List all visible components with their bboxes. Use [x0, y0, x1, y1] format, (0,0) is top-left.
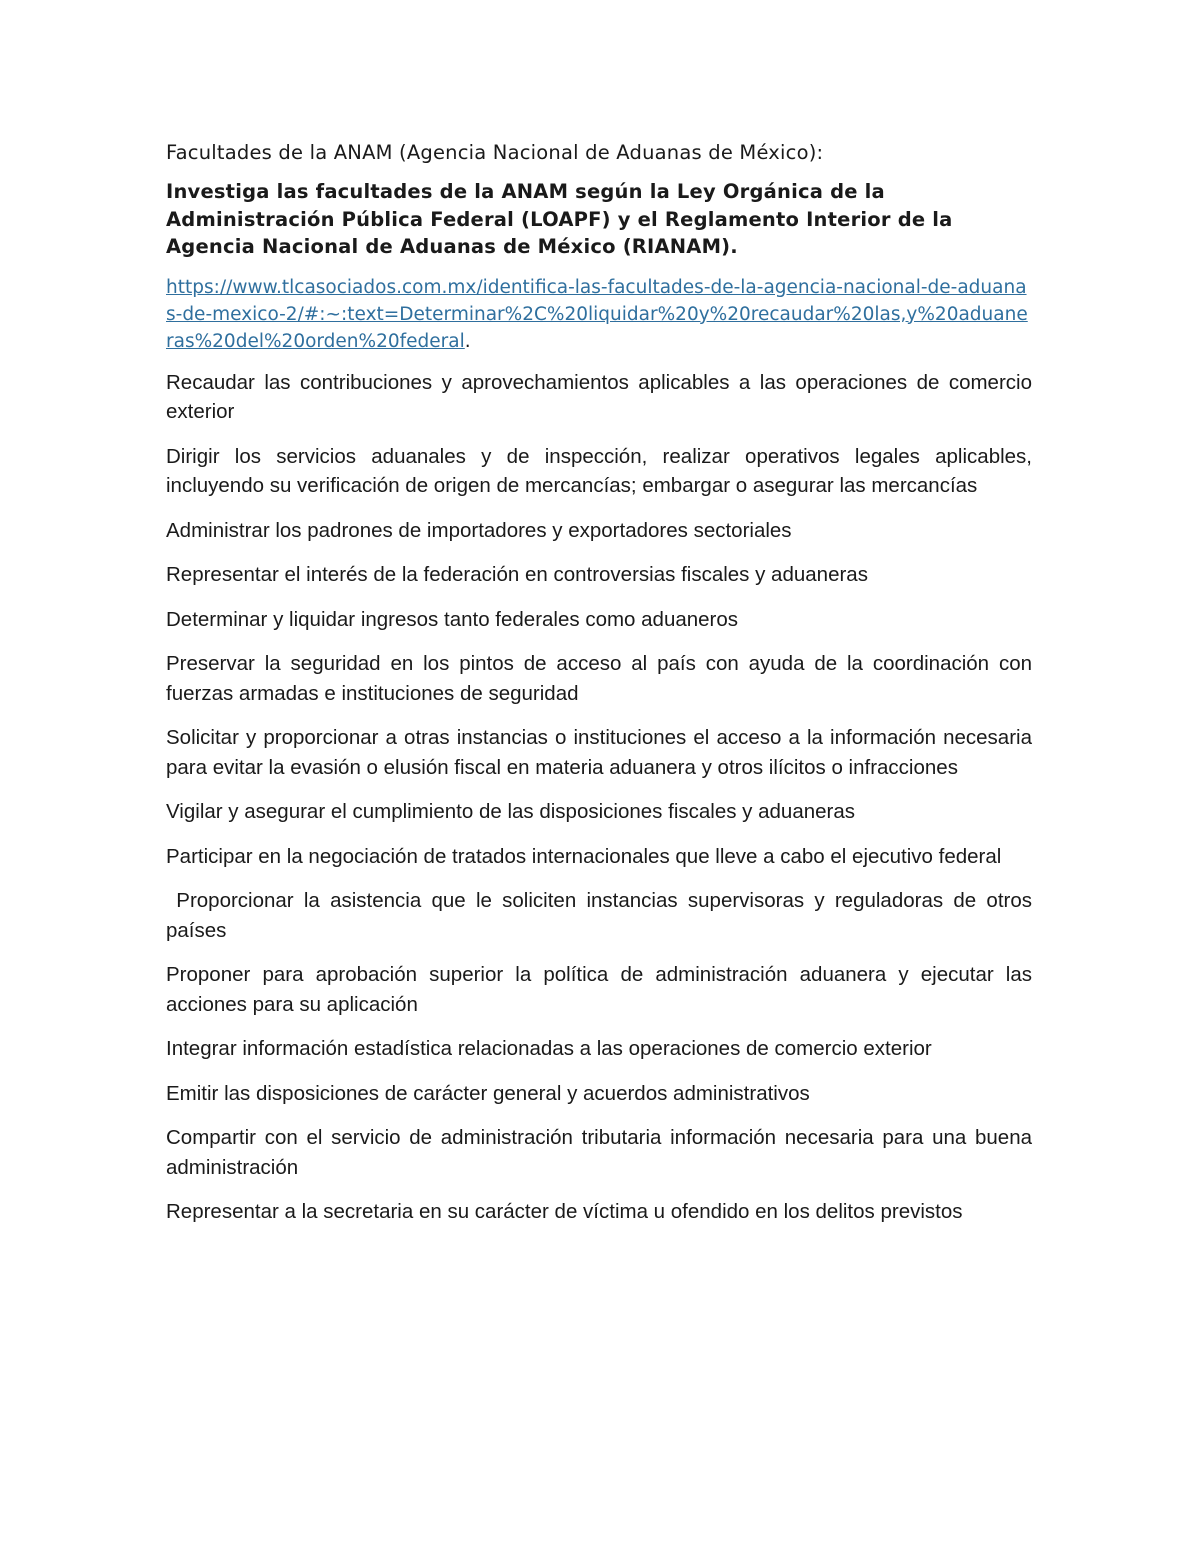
list-item: Determinar y liquidar ingresos tanto federales como aduaneros	[166, 607, 739, 631]
list-item: Integrar información estadística relacionadas a las operaciones de comercio exterior	[166, 1037, 932, 1060]
source-link-paragraph	[166, 274, 1032, 355]
list-item: Dirigir los servicios aduanales y de inspección, realizar operativos legales aplicables, incluyendo su verificación de origen de mercancías; embargar o asegurar las mercancías	[166, 444, 1032, 497]
list-item: Vigilar y asegurar el cumplimiento de las disposiciones fiscales y aduaneras	[166, 800, 856, 823]
list-item: Recaudar las contribuciones y aprovechamientos aplicables a las operaciones de comercio exterior	[166, 370, 1032, 423]
list-item: Compartir con el servicio de administración tributaria información necesaria para una buena administración	[166, 1126, 1032, 1179]
list-item: Proponer para aprobación superior la política de administración aduanera y ejecutar las acciones para su aplicación	[166, 963, 1032, 1016]
list-item: Proporcionar la asistencia que le soliciten instancias supervisoras y reguladoras de otros países	[166, 889, 1038, 942]
document-prompt: Investiga las facultades de la ANAM según la Ley Orgánica de la Administración Pública Federal (LOAPF) y el Reglamento Interior de la Agencia Nacional de Aduanas de México (RIANAM).	[166, 180, 953, 258]
source-link[interactable]: https://www.tlcasociados.com.mx/identifica-las-facultades-de-la-agencia-nacional-de-aduanas-de-mexico-2/#:~:text=Determinar%2C%20liquidar%20y%20recaudar%20las,y%20aduaneras%20del%20orden%20federal	[166, 276, 1028, 352]
list-item: Emitir las disposiciones de carácter general y acuerdos administrativos	[166, 1081, 810, 1105]
document-page	[166, 138, 1038, 1242]
list-item: Participar en la negociación de tratados internacionales que lleve a cabo el ejecutivo federal	[166, 844, 1002, 868]
source-link-trailing: .	[464, 330, 471, 352]
list-item: Preservar la seguridad en los pintos de acceso al país con ayuda de la coordinación con fuerzas armadas e instituciones de seguridad	[166, 652, 1032, 705]
list-item: Representar a la secretaria en su carácter de víctima u ofendido en los delitos previstos	[166, 1200, 963, 1223]
list-item: Solicitar y proporcionar a otras instancias o instituciones el acceso a la información necesaria para evitar la evasión o elusión fiscal en materia aduanera y otros ilícitos o infracciones	[166, 726, 1032, 779]
list-item: Administrar los padrones de importadores y exportadores sectoriales	[166, 518, 792, 542]
list-item: Representar el interés de la federación en controversias fiscales y aduaneras	[166, 563, 868, 586]
document-title: Facultades de la ANAM (Agencia Nacional de Aduanas de México):	[166, 141, 824, 164]
